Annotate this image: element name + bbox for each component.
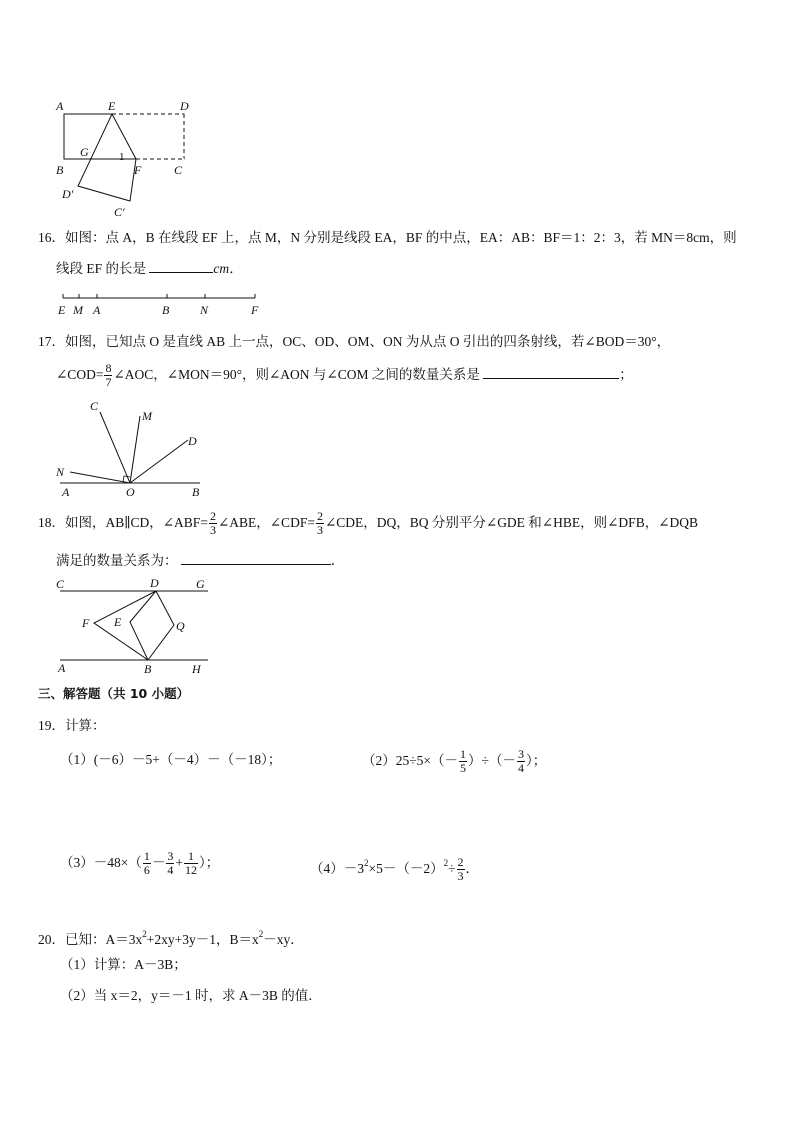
ray-label-M: M — [142, 409, 152, 423]
seg-label-B: B — [162, 303, 170, 317]
pl-label-Q: Q — [176, 619, 185, 633]
pl-label-E: E — [114, 615, 122, 629]
q19-p3-frac2: $\frac{3}{4}$ — [167, 849, 174, 878]
ray-OD — [130, 440, 188, 483]
q17-fraction: $\frac{8}{7}$ — [105, 361, 112, 390]
q19-p3-frac3: $\frac{1}{12}$ — [185, 849, 197, 878]
q17-answer-blank[interactable] — [483, 364, 619, 379]
label-F: F — [134, 163, 142, 177]
ray-label-C: C — [90, 399, 99, 413]
segment-figure — [55, 288, 270, 320]
ray-label-O: O — [126, 485, 135, 499]
q20-part2: （2）当 x＝2，y＝－1 时，求 A－3B 的值． — [60, 988, 322, 1003]
q20-line1: 20．已知：$A=3x^2+2xy+3y-1$，$B=x^2-xy$． — [38, 929, 304, 947]
fold-rectangle-figure — [52, 98, 202, 223]
label-C: C — [174, 163, 183, 177]
seg-label-F: F — [251, 303, 259, 317]
rays-figure — [52, 398, 212, 501]
ray-ON — [70, 472, 130, 483]
q17-end: ； — [619, 367, 633, 382]
q19-number: 19． — [38, 718, 65, 733]
q17-text2a: ∠COD= — [56, 367, 104, 382]
q17-line2 — [56, 360, 633, 390]
q17-line1 — [38, 332, 670, 352]
label-angle-1: 1 — [119, 151, 125, 163]
q16-number: 16． — [38, 230, 65, 245]
seg-label-A: A — [93, 303, 101, 317]
q17-text1: 如图，已知点 O 是直线 AB 上一点，OC、OD、OM、ON 为从点 O 引出的四条射线，若∠BOD＝30°， — [65, 334, 671, 349]
q17-number: 17． — [38, 334, 65, 349]
q20-number: 20． — [38, 932, 65, 947]
pl-label-H: H — [192, 662, 201, 676]
q18-text1c: ∠CDE，DQ，BQ 分别平分∠GDE 和∠HBE，则∠DFB，∠DQB — [324, 515, 699, 530]
q19-part4: $(4)-3^2\times 5-(-2)^2\div$ $\frac{2}{3}$ ． — [310, 855, 480, 884]
q18-answer-blank[interactable] — [181, 550, 331, 565]
q18-line2 — [56, 550, 344, 571]
label-A: A — [56, 99, 64, 113]
label-B: B — [56, 163, 64, 177]
ray-label-B: B — [192, 485, 200, 499]
parallel-lines-figure — [52, 574, 217, 680]
q19-p4-frac: $\frac{2}{3}$ — [457, 855, 464, 884]
label-D: D — [180, 99, 189, 113]
q16-line1 — [38, 228, 737, 248]
q16-answer-blank[interactable] — [149, 258, 213, 273]
label-E: E — [108, 99, 116, 113]
q18-text2: 满足的数量关系为： — [56, 553, 178, 568]
q19-p2-frac2: $\frac{3}{4}$ — [517, 747, 524, 776]
ray-label-N: N — [56, 465, 65, 479]
q17-text2b: ∠AOC，∠MON＝90°，则∠AON 与∠COM 之间的数量关系是 — [113, 367, 480, 382]
q16-text2: 线段 EF 的长是 — [56, 261, 147, 276]
ray-label-D: D — [188, 434, 197, 448]
pl-label-G: G — [196, 577, 205, 591]
seg-label-E: E — [58, 303, 66, 317]
q18-text1a: 如图，AB∥CD，∠ABF= — [65, 515, 208, 530]
q19-title-line — [38, 716, 106, 736]
q18-fraction-1: $\frac{2}{3}$ — [209, 509, 216, 538]
q18-end: ． — [330, 553, 345, 568]
ray-label-A: A — [62, 485, 70, 499]
seg-label-M: M — [73, 303, 83, 317]
q19-part1: （1）(－6）－5+（－4）－（－18）； — [60, 752, 282, 767]
q19-title: 计算： — [65, 718, 106, 733]
q18-fraction-2: $\frac{2}{3}$ — [316, 509, 323, 538]
q16-unit: cm． — [213, 261, 243, 276]
q20-part1: （1）计算：A－3B； — [60, 957, 187, 972]
ray-OM — [130, 416, 140, 483]
q19-p3-frac1: $\frac{1}{6}$ — [143, 849, 150, 878]
pl-label-D: D — [150, 576, 159, 590]
label-D-prime: D′ — [62, 187, 74, 201]
q18-number: 18． — [38, 515, 65, 530]
q19-part2: （2）25÷5×（－ $\frac{1}{5}$ ）÷（－ $\frac{3}{4}$ ）； — [362, 747, 547, 776]
section-heading: 三、解答题（共 10 小题） — [38, 686, 190, 701]
pl-label-F: F — [82, 616, 90, 630]
pl-label-B: B — [144, 662, 152, 676]
pl-label-A: A — [58, 661, 66, 675]
pl-label-C: C — [56, 577, 65, 591]
path-DQB — [148, 591, 174, 660]
seg-label-N: N — [200, 303, 209, 317]
q19-p2-frac1: $\frac{1}{5}$ — [460, 747, 467, 776]
path-DEB — [130, 591, 156, 660]
q18-text1b: ∠ABE，∠CDF= — [217, 515, 315, 530]
q16-text1: 如图：点 A，B 在线段 EF 上，点 M，N 分别是线段 EA，BF 的中点，EA：AB：BF＝1：2：3，若 MN＝8cm，则 — [65, 230, 737, 245]
q19-part3: （3）－48×（ $\frac{1}{6}$ － $\frac{3}{4}$ + $\frac{1}{12}$ ）； — [60, 849, 220, 878]
label-C-prime: C′ — [114, 205, 125, 219]
ray-OC — [100, 412, 130, 483]
q18-line1 — [38, 507, 698, 539]
label-G: G — [80, 145, 89, 159]
q16-line2 — [56, 258, 243, 279]
